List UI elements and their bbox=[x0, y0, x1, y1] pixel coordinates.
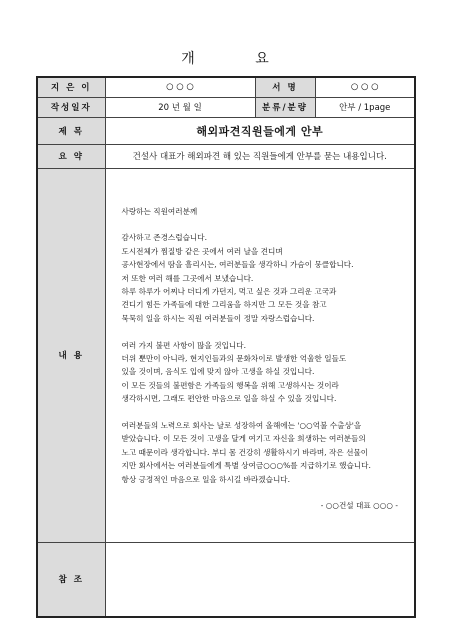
letter-line: 지만 회사에서는 여러분들에게 특별 상여금○○○%를 지급하기로 했습니다. bbox=[121, 461, 371, 471]
letter-line: 도시전체가 찜질방 같은 곳에서 여러 날을 견디며 bbox=[121, 246, 283, 256]
writer-value: ○ ○ ○ bbox=[105, 77, 255, 97]
subject-label: 제 목 bbox=[37, 117, 105, 144]
letter-line: 공사현장에서 땀을 흘리시는, 여러분들을 생각하니 가슴이 뭉클합니다. bbox=[121, 260, 354, 270]
content-body bbox=[105, 168, 415, 542]
overview-table bbox=[36, 76, 416, 618]
letter-line: 있을 것이며, 음식도 입에 맞지 않아 고생을 하실 것입니다. bbox=[121, 367, 315, 377]
letter-paragraph bbox=[122, 231, 401, 325]
letter-line: 더위 뿐만이 아니라, 현지인들과의 문화차이로 발생한 억울한 일들도 bbox=[121, 353, 347, 363]
summary-value: 건설사 대표가 해외파견 해 있는 직원들에게 안부를 묻는 내용입니다. bbox=[105, 144, 415, 168]
closing-signature: - ○○건설 대표 ○○○ - bbox=[320, 501, 398, 511]
letter-line: 노고 때문이라 생각합니다. 부디 몸 건강히 생활하시기 바라며, 작은 선물이 bbox=[121, 447, 369, 457]
reference-label: 참 조 bbox=[37, 542, 105, 617]
letter-paragraphs bbox=[122, 205, 401, 486]
letter-line: 견디기 힘든 가족들에 대한 그리움을 하지만 그 모든 것을 참고 bbox=[121, 300, 327, 310]
signature-value: ○ ○ ○ bbox=[315, 77, 415, 97]
letter-line: 여러 가지 불편 사항이 많을 것입니다. bbox=[121, 340, 247, 350]
reference-value bbox=[105, 542, 415, 617]
content-label: 내 용 bbox=[37, 168, 105, 542]
letter-line: 생각하시면, 그래도 편안한 마음으로 일을 하실 수 있을 것입니다. bbox=[121, 394, 337, 404]
date-label: 작성일자 bbox=[37, 97, 105, 117]
letter-line: 항상 긍정적인 마음으로 일을 하시길 바라겠습니다. bbox=[121, 474, 291, 484]
signature-label: 서 명 bbox=[255, 77, 315, 97]
letter-line: 이 모든 것들의 불편함은 가족들의 행복을 위해 고생하시는 것이라 bbox=[121, 380, 339, 390]
letter-line: 묵묵히 일을 하시는 직원 여러분들이 정말 자랑스럽습니다. bbox=[121, 313, 315, 323]
letter-paragraph bbox=[122, 339, 401, 406]
letter-line: 감사하고 존경스럽습니다. bbox=[121, 233, 208, 243]
writer-label: 지 은 이 bbox=[37, 77, 105, 97]
letter-line: 사랑하는 직원여러분께 bbox=[121, 206, 198, 216]
category-label: 분류/분량 bbox=[255, 97, 315, 117]
letter-paragraph bbox=[122, 205, 401, 218]
letter-line: 하루 하루가 어찌나 더디게 가던지, 먹고 싶은 것과 그리운 고국과 bbox=[121, 286, 337, 296]
summary-label: 요 약 bbox=[37, 144, 105, 168]
date-value: 20 년 월 일 bbox=[105, 97, 255, 117]
letter-paragraph bbox=[122, 419, 401, 486]
letter-line: 여러분들의 노력으로 회사는 날로 성장하여 올해에는 '○○억불 수출상'을 bbox=[121, 420, 362, 430]
letter-line: 저 또한 여러 해를 그곳에서 보냈습니다. bbox=[121, 273, 254, 283]
subject-value: 해외파견직원들에게 안부 bbox=[105, 117, 415, 144]
document-title: 개 요 bbox=[181, 51, 297, 67]
category-value: 안부 / 1page bbox=[315, 97, 415, 117]
letter-line: 받았습니다. 이 모든 것이 고생을 달게 여기고 자신을 희생하는 여러분들의 bbox=[121, 434, 366, 444]
